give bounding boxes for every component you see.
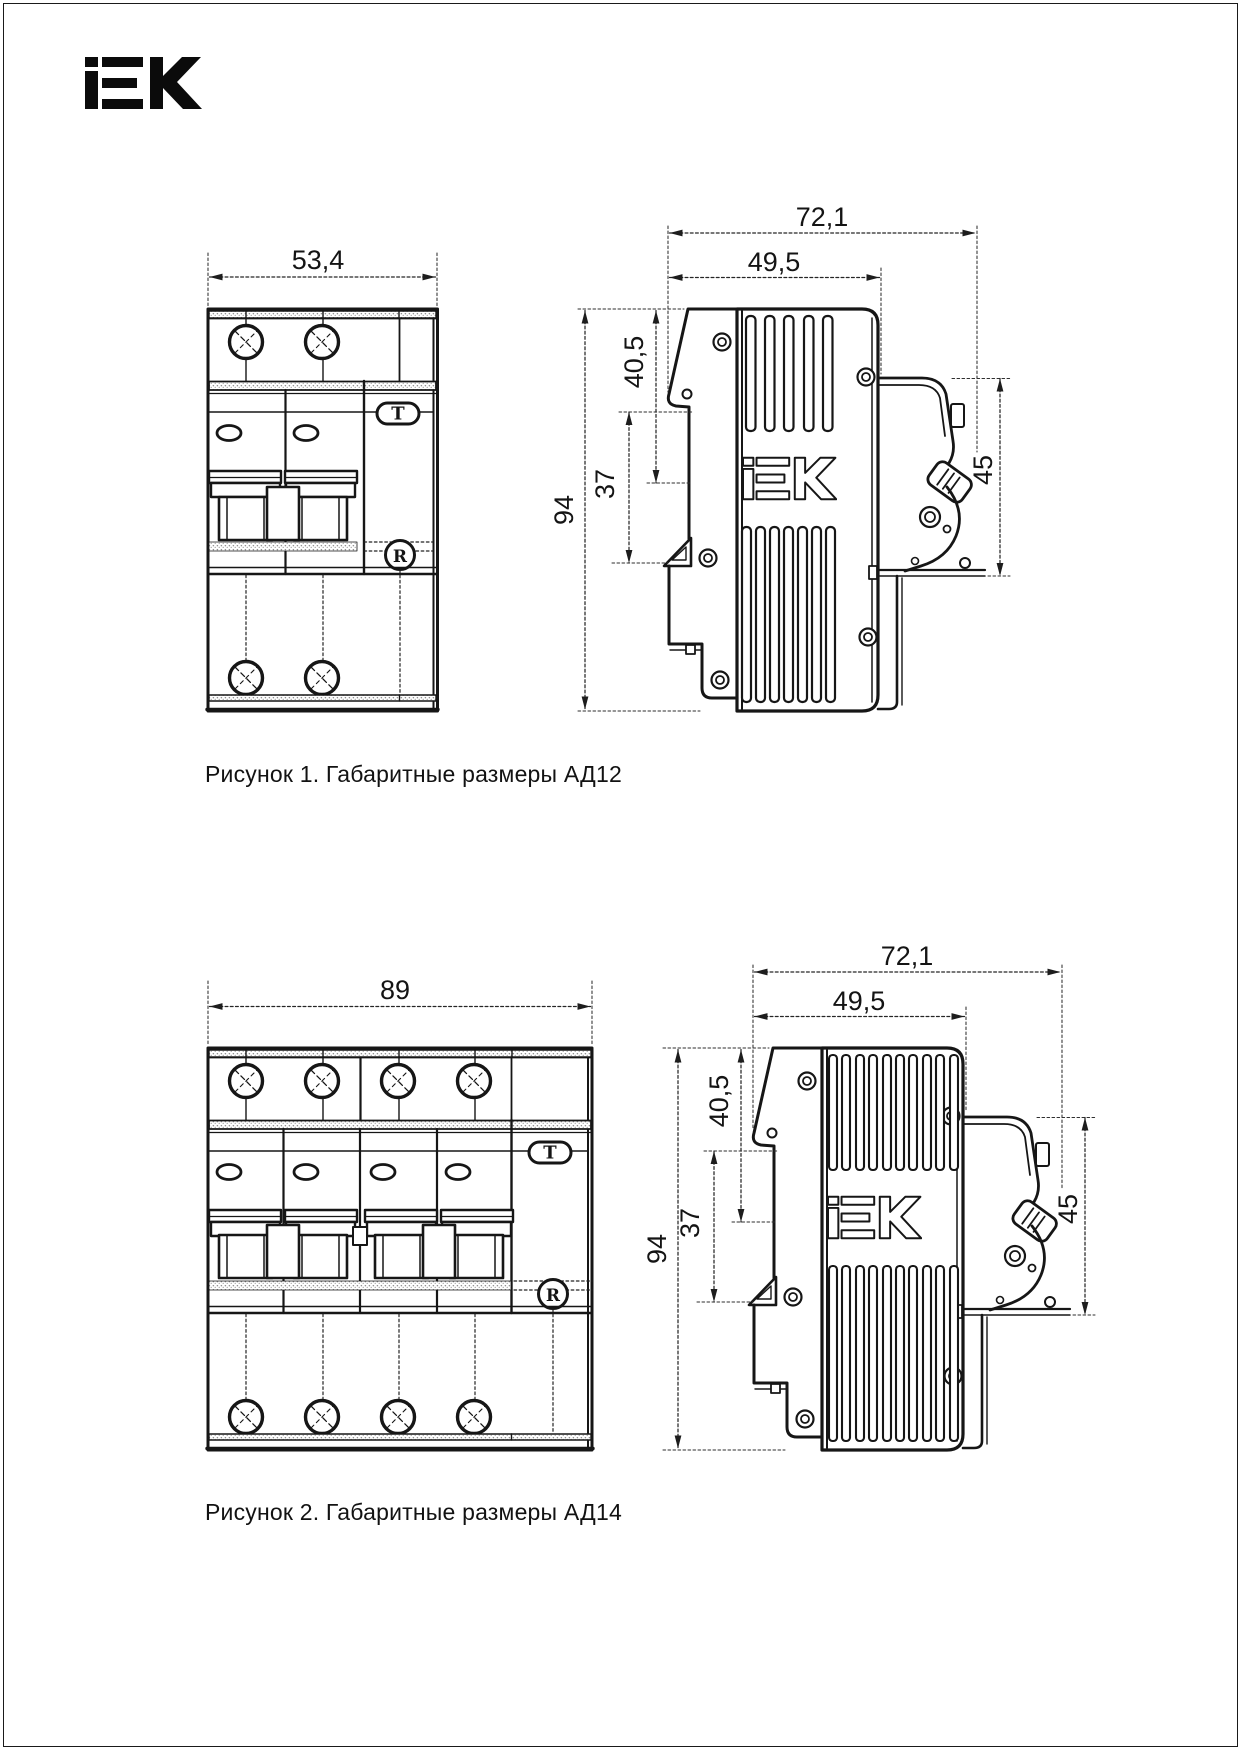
dim-label-front-offset: 40,5 [619, 335, 649, 389]
dim-label-front-width: 53,4 [291, 245, 345, 275]
dim-label-total-depth: 72,1 [795, 202, 849, 232]
figure2-front-view [207, 975, 593, 1450]
dim-label-body-depth: 49,5 [832, 986, 886, 1016]
terminal-screw [306, 662, 339, 695]
terminal-screw [458, 1065, 491, 1098]
return-button-label: R [392, 547, 408, 567]
terminal-screw [230, 1065, 263, 1098]
terminal-screw [382, 1065, 415, 1098]
top-cap-band [209, 1050, 591, 1057]
terminal-screw [306, 326, 339, 359]
return-button-label: R [545, 1286, 561, 1306]
figure1-caption: Рисунок 1. Габаритные размеры АД12 [205, 761, 622, 787]
test-button-label: T [391, 403, 405, 425]
label-window [217, 426, 241, 441]
dim-label-handle-depth: 45 [1053, 1193, 1083, 1225]
dim-label-body-depth: 49,5 [747, 247, 801, 277]
dim-label-total-depth: 72,1 [880, 941, 934, 971]
figure2-caption: Рисунок 2. Габаритные размеры АД14 [205, 1499, 622, 1525]
terminal-screw [230, 662, 263, 695]
label-window [294, 1165, 318, 1180]
dim-label-rail-offset: 37 [675, 1207, 705, 1239]
label-window [294, 426, 318, 441]
dim-label-height: 94 [642, 1233, 672, 1265]
label-window [446, 1165, 470, 1180]
terminal-screw [306, 1065, 339, 1098]
dim-label-front-width: 89 [379, 975, 411, 1005]
terminal-screw [306, 1401, 339, 1434]
dim-label-rail-offset: 37 [590, 468, 620, 500]
terminal-screw [382, 1401, 415, 1434]
dim-label-height: 94 [549, 494, 579, 526]
label-window [371, 1165, 395, 1180]
dim-label-front-offset: 40,5 [704, 1074, 734, 1128]
terminal-screw [458, 1401, 491, 1434]
figure1-side-view [549, 202, 1010, 711]
test-button-label: T [543, 1142, 557, 1164]
label-window [217, 1165, 241, 1180]
iek-logo [85, 57, 202, 109]
dim-label-handle-depth: 45 [968, 454, 998, 486]
figure2-side-view [642, 941, 1095, 1450]
figure1-front-view [207, 245, 438, 711]
terminal-screw [230, 1401, 263, 1434]
terminal-screw [230, 326, 263, 359]
